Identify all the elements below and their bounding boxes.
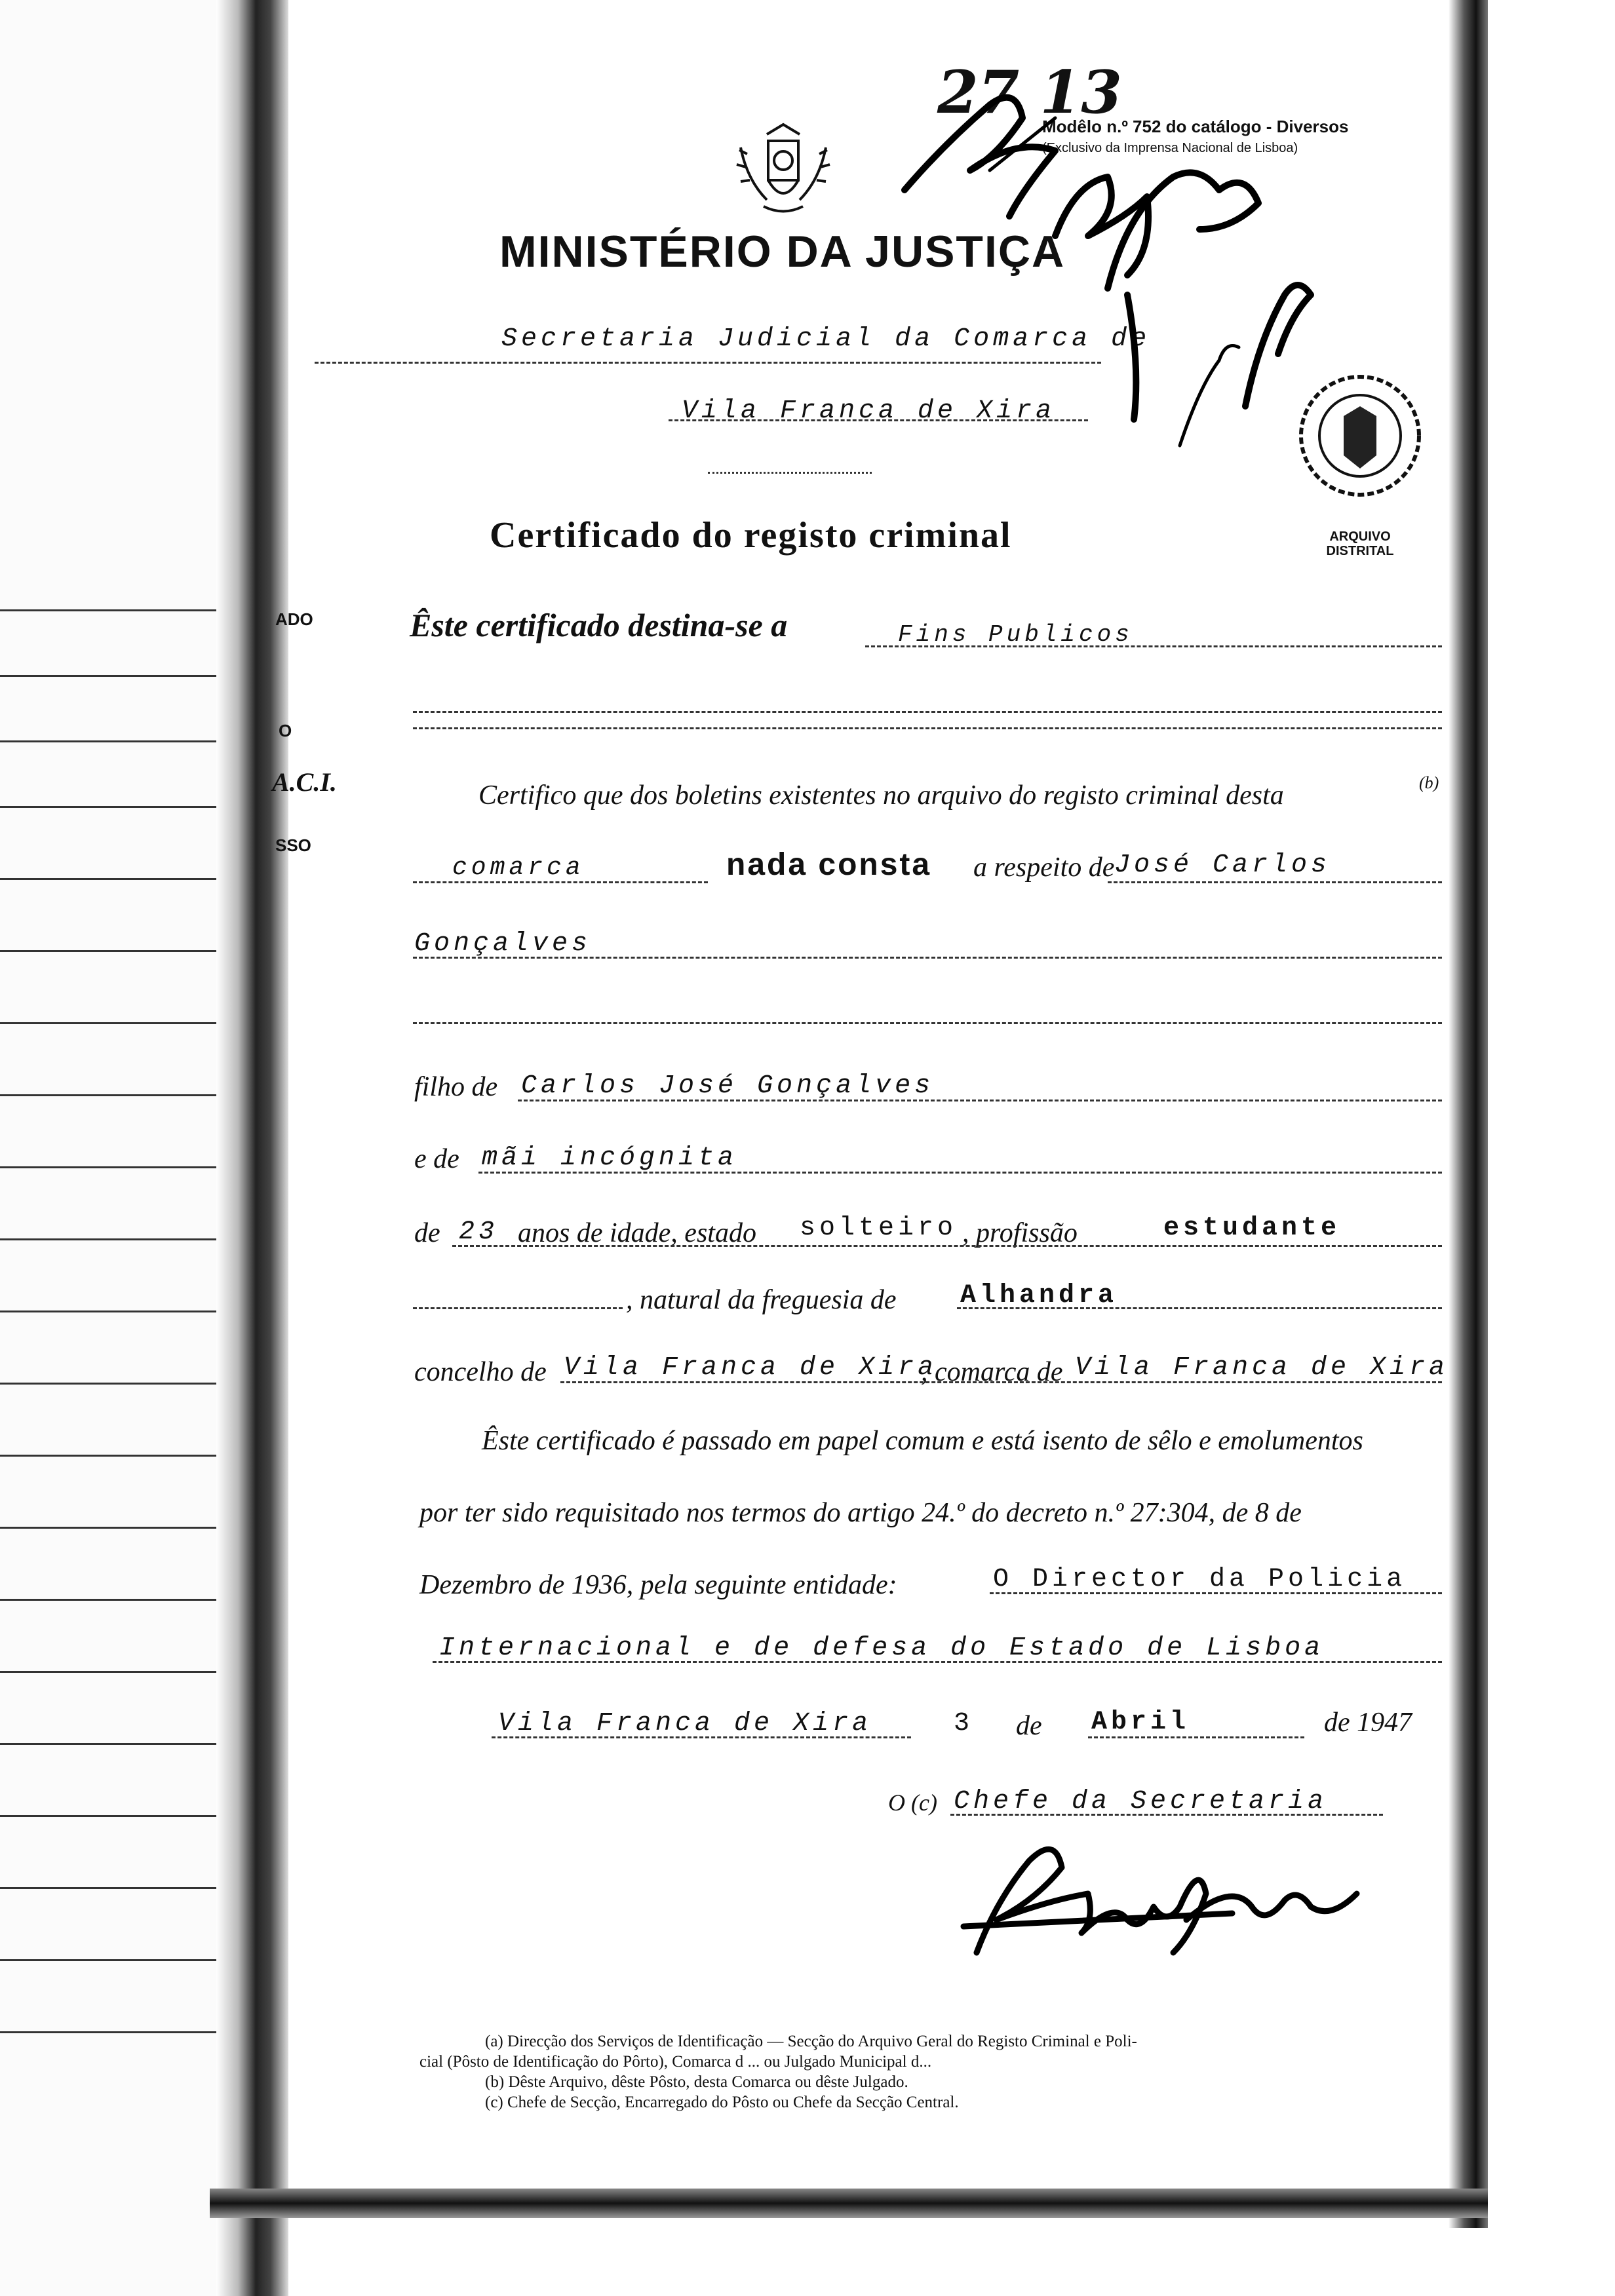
handwritten-numbers: 27 13 (937, 58, 1122, 127)
ledger-line (0, 1311, 216, 1312)
parish-rule (957, 1307, 1442, 1309)
entity-rule-2 (433, 1661, 1442, 1663)
entity-rule (990, 1592, 1442, 1594)
mother-value: mãi incógnita (482, 1143, 738, 1173)
district-label: , comarca de (921, 1357, 1063, 1387)
signer-prefix: O (c) (888, 1789, 937, 1816)
book-binding (216, 0, 288, 2296)
purpose-rule-3 (413, 727, 1442, 729)
ministry-title: MINISTÉRIO DA JUSTIÇA (499, 227, 1066, 277)
council-label: concelho de (414, 1357, 547, 1387)
ledger-line (0, 609, 216, 611)
council-rule (560, 1381, 1442, 1383)
age-rule (452, 1245, 1442, 1247)
ledger-line (0, 1527, 216, 1529)
ledger-line (0, 2031, 216, 2033)
scan-edge-bottom (210, 2189, 1488, 2218)
father-label: filho de (414, 1072, 498, 1102)
ledger-line (0, 1022, 216, 1024)
marital-status: solteiro (800, 1214, 958, 1243)
secretariat-line2: Vila Franca de Xira (682, 396, 1056, 426)
month-value: Abril (1091, 1708, 1190, 1737)
signer-title: Chefe da Secretaria (954, 1787, 1328, 1816)
father-rule (518, 1100, 1442, 1101)
age-label-pre: de (414, 1218, 440, 1248)
name-rule-2 (413, 957, 1442, 959)
ledger-line (0, 1238, 216, 1240)
source-value: comarca (452, 854, 585, 882)
nada-consta: nada consta (726, 847, 932, 882)
day-value: 3 (954, 1709, 974, 1738)
place-value: Vila Franca de Xira (498, 1709, 872, 1738)
council-value: Vila Franca de Xira (564, 1353, 938, 1383)
printer-note: (Exclusivo da Imprensa Nacional de Lisboa) (1042, 141, 1298, 155)
ledger-line (0, 950, 216, 952)
ledger-line (0, 675, 216, 677)
footnote-a-line1: (a) Direcção dos Serviços de Identificação — Secção do Arquivo Geral do Registo Criminal e Poli- (485, 2033, 1137, 2050)
certify-text: Certifico que dos boletins existentes no arquivo do registo criminal desta (478, 780, 1284, 811)
ledger-line (0, 878, 216, 880)
ledger-line (0, 1599, 216, 1601)
profession-label: , profissão (962, 1218, 1078, 1248)
separator (708, 472, 872, 474)
certificate-title: Certificado do registo criminal (490, 515, 1012, 556)
purpose-rule (865, 645, 1442, 647)
margin-label: SSO (275, 835, 311, 855)
mother-rule (478, 1172, 1442, 1174)
exemption-line3: Dezembro de 1936, pela seguinte entidade: (419, 1570, 897, 1600)
name-rule (1108, 881, 1442, 883)
entity-line2: Internacional e de defesa do Estado de Lisboa (439, 1634, 1325, 1663)
person-name-2: Gonçalves (414, 929, 592, 959)
name-rule-3 (413, 1022, 1442, 1024)
purpose-label: Êste certificado destina-se a (410, 607, 788, 643)
ledger-line (0, 1166, 216, 1168)
source-rule (413, 881, 708, 883)
ledger-line (0, 806, 216, 808)
footnotes (419, 2031, 1462, 2113)
age-label-post: anos de idade, estado (518, 1218, 756, 1248)
ledger-line (0, 1671, 216, 1673)
ledger-line (0, 1743, 216, 1745)
margin-label: O (279, 721, 292, 740)
natural-label: , natural da freguesia de (626, 1285, 897, 1315)
chief-signature-icon (957, 1822, 1376, 1972)
year-value: de 1947 (1324, 1708, 1412, 1738)
parish-value: Alhandra (960, 1281, 1118, 1311)
exemption-line2: por ter sido requisitado nos termos do artigo 24.º do decreto n.º 27:304, de 8 de (419, 1498, 1302, 1528)
place-rule (492, 1736, 911, 1738)
age-value: 23 (459, 1217, 499, 1247)
stamp-text: ARQUIVO DISTRITAL (1326, 529, 1394, 558)
signer-rule (950, 1814, 1383, 1816)
secretariat-line1: Secretaria Judicial da Comarca de (501, 324, 1151, 354)
margin-label: A.C.I. (272, 767, 337, 797)
natural-rule-left (413, 1307, 623, 1309)
purpose-value: Fins Publicos (898, 621, 1133, 648)
entity-line1: O Director da Policia (993, 1565, 1407, 1594)
father-value: Carlos José Gonçalves (521, 1071, 935, 1101)
profession-value: estudante (1163, 1214, 1341, 1243)
form-model: Modêlo n.º 752 do catálogo - Diversos (1042, 117, 1349, 136)
footnote-a-line2: cial (Pôsto de Identificação do Pôrto), Comarca d ... ou Julgado Municipal d... (419, 2053, 932, 2071)
footnote-c: (c) Chefe de Secção, Encarregado do Pôsto ou Chefe da Secção Central. (485, 2094, 959, 2111)
handwritten-signature-icon (891, 79, 1468, 524)
respeito-label: a respeito de (973, 852, 1115, 883)
ledger-line (0, 1887, 216, 1889)
month-rule (1088, 1736, 1304, 1738)
coat-of-arms-icon (728, 121, 839, 220)
ledger-line (0, 740, 216, 742)
ledger-line (0, 1383, 216, 1385)
ledger-line (0, 1094, 216, 1096)
district-value: Vila Franca de Xira (1075, 1353, 1449, 1383)
purpose-rule-2 (413, 711, 1442, 713)
certify-footnote-ref: (b) (1419, 773, 1439, 792)
ledger-line (0, 1455, 216, 1457)
footnote-b: (b) Dêste Arquivo, dêste Pôsto, desta Comarca ou dêste Julgado. (485, 2073, 908, 2091)
margin-label: ADO (275, 609, 313, 629)
exemption-line1: Êste certificado é passado em papel comum e está isento de sêlo e emolumentos (482, 1426, 1363, 1456)
ledger-line (0, 1959, 216, 1961)
ledger-line (0, 1815, 216, 1817)
person-name-1: José Carlos (1114, 851, 1331, 880)
mother-label: e de (414, 1144, 459, 1174)
date-de-label: de (1016, 1711, 1042, 1741)
